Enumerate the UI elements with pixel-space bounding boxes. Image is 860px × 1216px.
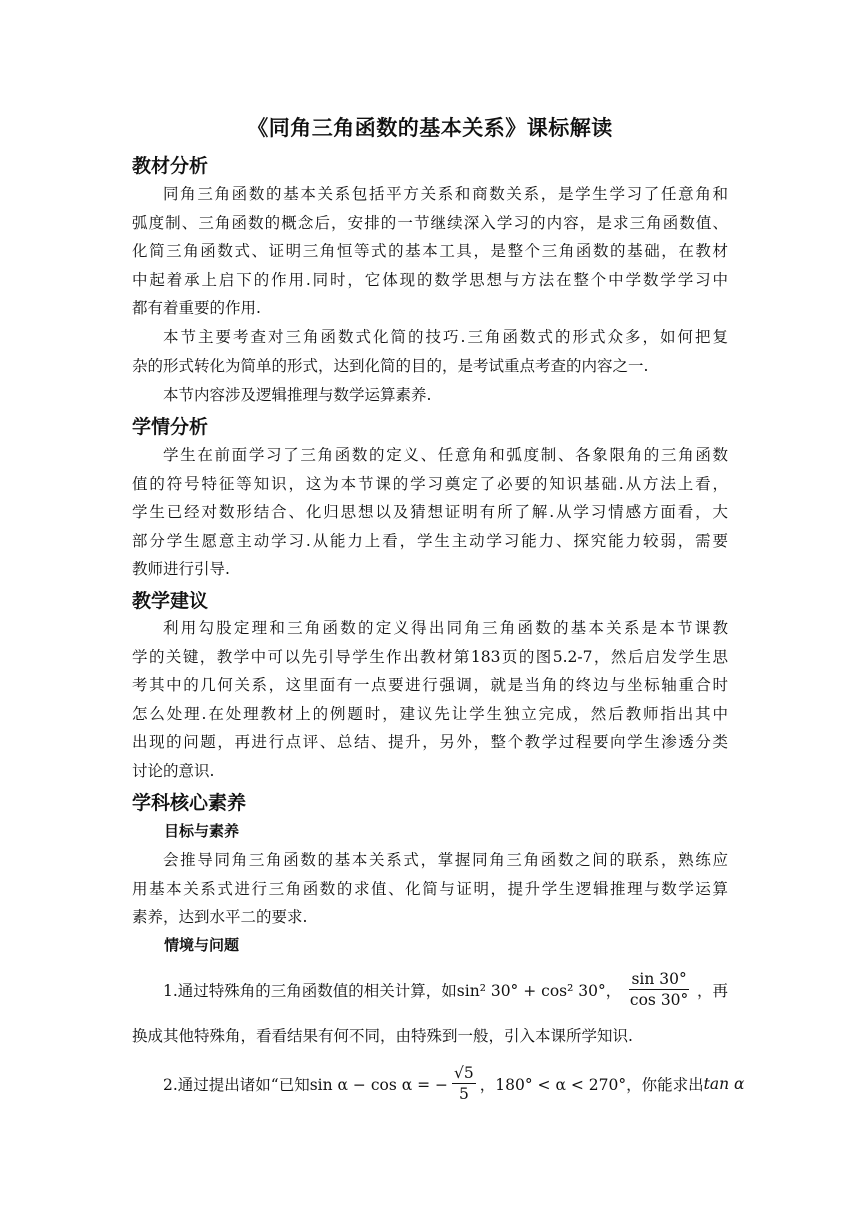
text-line: 值的符号特征等知识，这为本节课的学习奠定了必要的知识基础.从方法上看， bbox=[132, 474, 728, 493]
question-1-expression: sin² 30° + cos² 30° bbox=[456, 981, 606, 1000]
paragraph-textbook-1 bbox=[132, 180, 728, 323]
fraction-numerator: √5 bbox=[454, 1064, 474, 1082]
question-2-condition: ，180° < α < 270°，你能求出 bbox=[479, 1075, 704, 1094]
subheading-goals: 目标与素养 bbox=[164, 822, 240, 840]
text-line: 讨论的意识. bbox=[132, 761, 215, 780]
question-1-text: 1.通过特殊角的三角函数值的相关计算，如sin² 30° + cos² 30°， bbox=[163, 981, 622, 1000]
heading-teaching-suggestions: 教学建议 bbox=[132, 590, 209, 612]
text-line: 本节内容涉及逻辑推理与数学运算素养. bbox=[163, 386, 432, 404]
text-line: 换成其他特殊角，看看结果有何不同，由特殊到一般，引入本课所学知识. bbox=[132, 1027, 633, 1045]
text-line: 教师进行引导. bbox=[132, 560, 230, 579]
text-line: 怎么处理.在处理教材上的例题时，建议先让学生独立完成，然后教师指出其中 bbox=[132, 704, 728, 723]
text-line: 化简三角函数式、证明三角恒等式的基本工具，是整个三角函数的基础，在教材 bbox=[132, 242, 728, 261]
question-2 bbox=[163, 1064, 745, 1103]
text-line: 杂的形式转化为简单的形式，达到化简的目的，是考试重点考查的内容之一. bbox=[132, 356, 649, 375]
text-line: 本节主要考查对三角函数式化简的技巧.三角函数式的形式众多，如何把复 bbox=[163, 328, 728, 346]
paragraph-textbook-2 bbox=[132, 323, 728, 380]
heading-learner-analysis: 学情分析 bbox=[132, 416, 209, 438]
text-line: 学生已经对数形结合、化归思想以及猜想证明有所了解.从学习情感方面看，大 bbox=[132, 503, 728, 522]
text-line: 用基本关系式进行三角函数的求值、化简与证明，提升学生逻辑推理与数学运算 bbox=[132, 879, 728, 898]
fraction-denominator: cos 30° bbox=[629, 991, 689, 1009]
paragraph-learner bbox=[132, 441, 728, 584]
heading-core-literacy: 学科核心素养 bbox=[132, 792, 247, 814]
document-title: 《同角三角函数的基本关系》课标解读 bbox=[247, 116, 613, 140]
sin-cos-fraction bbox=[628, 970, 690, 1009]
paragraph-textbook-3 bbox=[132, 381, 728, 410]
subheading-scenarios: 情境与问题 bbox=[164, 936, 240, 954]
question-1-prefix: 1.通过特殊角的三角函数值的相关计算，如 bbox=[163, 981, 457, 1000]
question-2-prefix: 2.通过提出诸如“已知 bbox=[163, 1075, 310, 1094]
question-1-continuation bbox=[132, 1022, 728, 1051]
text-line: 同角三角函数的基本关系包括平方关系和商数关系，是学生学习了任意角和 bbox=[163, 185, 728, 203]
text-line: 利用勾股定理和三角函数的定义得出同角三角函数的基本关系是本节课教 bbox=[163, 619, 728, 637]
paragraph-goals bbox=[132, 846, 728, 932]
text-line: 部分学生愿意主动学习.从能力上看，学生主动学习能力、探究能力较弱，需要 bbox=[132, 531, 728, 550]
text-line: 弧度制、三角函数的概念后，安排的一节继续深入学习的内容，是求三角函数值、 bbox=[132, 213, 728, 232]
paragraph-teaching bbox=[132, 614, 728, 786]
text-line: 学生在前面学习了三角函数的定义、任意角和弧度制、各象限角的三角函数 bbox=[163, 446, 728, 464]
text-line: 考其中的几何关系，这里面有一点要进行强调，就是当角的终边与坐标轴重合时 bbox=[132, 676, 728, 695]
text-line: 中起着承上启下的作用.同时，它体现的数学思想与方法在整个中学数学学习中 bbox=[132, 270, 728, 289]
text-line: 出现的问题，再进行点评、总结、提升，另外，整个教学过程要向学生渗透分类 bbox=[132, 733, 728, 752]
fraction-numerator: sin 30° bbox=[631, 970, 687, 988]
text-line: 都有着重要的作用. bbox=[132, 299, 261, 318]
heading-textbook-analysis: 教材分析 bbox=[132, 155, 209, 177]
text-line: 会推导同角三角函数的基本关系式，掌握同角三角函数之间的联系，熟练应 bbox=[163, 851, 728, 869]
text-line: 学的关键，教学中可以先引导学生作出教材第183页的图5.2-7，然后启发学生思 bbox=[132, 647, 728, 666]
sqrt5-over-5-fraction bbox=[452, 1064, 476, 1103]
text-line: 素养，达到水平二的要求. bbox=[132, 908, 308, 927]
question-2-text bbox=[163, 1073, 448, 1095]
question-2-expression: sin α − cos α = − bbox=[309, 1075, 449, 1094]
fraction-denominator: 5 bbox=[458, 1085, 469, 1103]
question-2-tail: tan α bbox=[703, 1074, 745, 1093]
question-1 bbox=[163, 970, 728, 1009]
question-1-suffix: ，再 bbox=[696, 981, 728, 1000]
